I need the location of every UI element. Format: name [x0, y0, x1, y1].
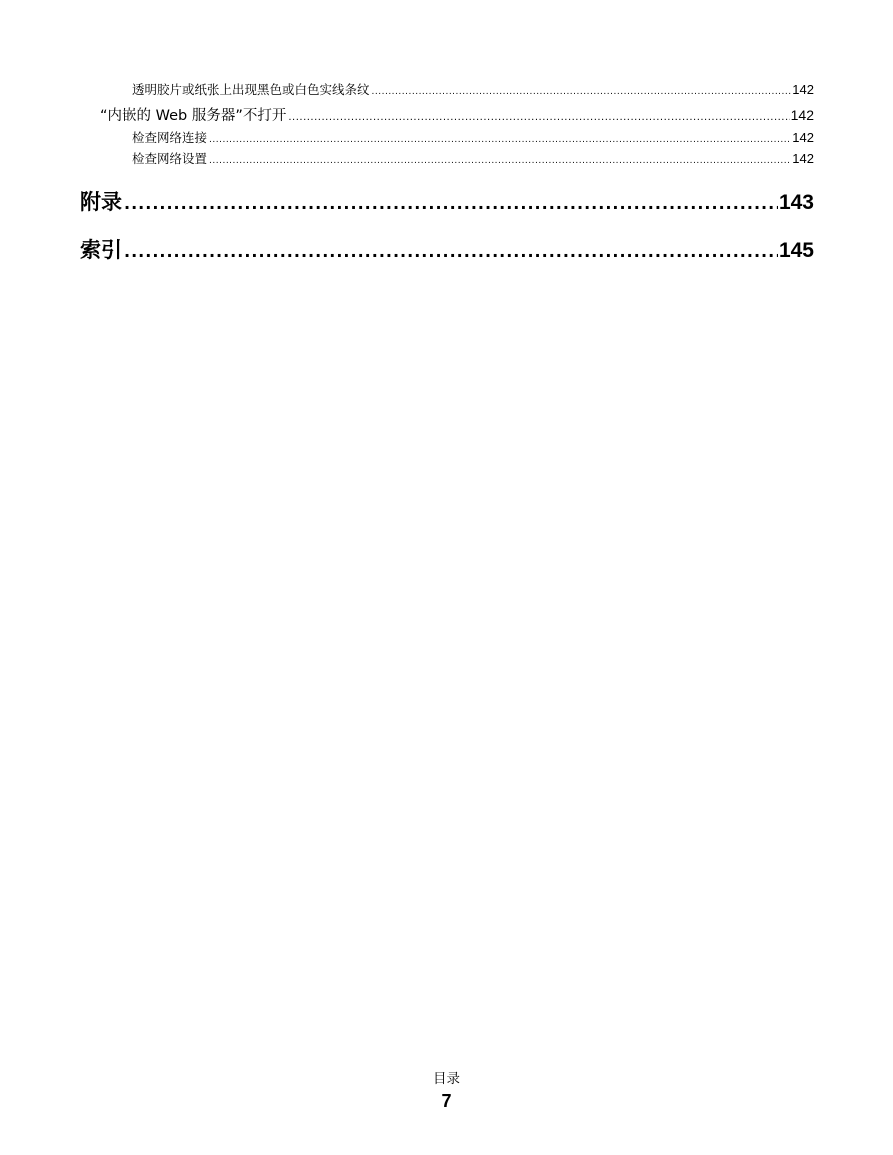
toc-entry[interactable]	[132, 129, 814, 147]
dot-leader	[288, 107, 789, 126]
toc-entry[interactable]	[132, 150, 814, 168]
toc-entry-page: 142	[790, 107, 814, 123]
dot-leader	[372, 83, 792, 99]
dot-leader	[209, 131, 791, 147]
toc-entry-page: 142	[792, 130, 814, 145]
toc-entry[interactable]	[132, 81, 814, 99]
toc-entry-page: 143	[778, 191, 814, 214]
toc-entry-index[interactable]	[80, 235, 814, 265]
toc-entry-page: 145	[778, 239, 814, 262]
toc-entry[interactable]	[100, 105, 814, 126]
footer-page-number: 7	[441, 1091, 452, 1111]
toc-entry-page: 142	[792, 82, 814, 97]
dot-leader	[124, 237, 778, 265]
toc-entry-page: 142	[792, 151, 814, 166]
footer-section-label: 目录	[433, 1071, 460, 1087]
dot-leader	[124, 189, 778, 217]
toc-entry-title: 检查网络设置	[132, 151, 208, 166]
toc-entry-title: 透明胶片或纸张上出现黑色或白色实线条纹	[132, 82, 370, 97]
toc-entry-title: 附录	[80, 190, 122, 214]
toc-entry-title: “内嵌的 Web 服务器”不打开	[100, 108, 287, 124]
toc-entry-appendix[interactable]	[80, 187, 814, 217]
toc-entry-title: 索引	[80, 238, 122, 262]
toc-entry-title: 检查网络连接	[132, 130, 208, 145]
dot-leader	[209, 152, 791, 168]
